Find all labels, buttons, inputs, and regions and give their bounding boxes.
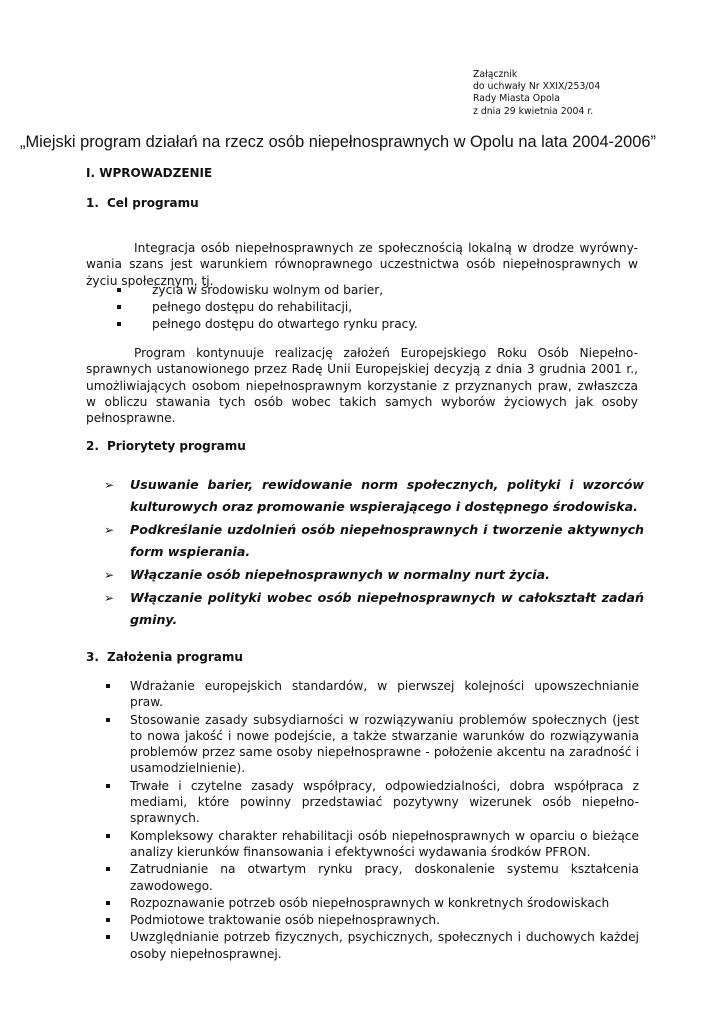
assumption-item (106, 912, 639, 928)
priority-text: Usuwanie barier, rewidowanie norm społecznych, polityki i wzorców kulturowych oraz promowanie wspierającego i dostępnego środowiska. (130, 477, 644, 514)
heading-priorities (86, 439, 246, 453)
annex-note (473, 69, 600, 118)
list-item (117, 316, 418, 333)
assumption-item (106, 861, 639, 894)
square-bullet-icon (106, 867, 110, 871)
annex-line: Załącznik (473, 69, 518, 80)
heading-goal (86, 196, 199, 210)
priority-text: Włączanie polityki wobec osób niepełnosprawnych w całokształt zadań gminy. (130, 590, 644, 627)
square-bullet-icon (106, 935, 110, 939)
list-item (117, 299, 418, 316)
assumption-text: Rozpoznawanie potrzeb osób niepełnosprawnych w konkretnych środowiskach (130, 895, 610, 910)
arrow-bullet-icon: ➢ (104, 523, 115, 537)
goal-paragraph-text: Program kontynuuje realizację założeń Europejskiego Roku Osób Niepełno-sprawnych ustanowionego przez Radę Unii Europejskiej decyzją z dnia 3 grudnia 2001 r., umożliwiających osobom niepełnosprawnym korzystanie z przyznanych praw, zwłaszcza w obliczu stawania tych osób wobec takich samych wyborów życiowych jak osoby pełnosprawne. (86, 346, 638, 426)
annex-line: z dnia 29 kwietnia 2004 r. (473, 105, 594, 117)
list-item-text: życia w środowisku wolnym od barier, (152, 283, 384, 297)
heading-assumptions (86, 650, 243, 664)
priority-item (104, 474, 644, 518)
priority-item (104, 587, 644, 631)
assumption-text: Wdrażanie europejskich standardów, w pierwszej kolejności upowszechnianie praw. (130, 679, 639, 710)
goal-bullet-list (117, 282, 418, 332)
arrow-bullet-icon: ➢ (104, 568, 115, 582)
list-item (117, 282, 418, 299)
assumption-item (106, 678, 639, 711)
square-bullet-icon (117, 305, 121, 309)
document-title: „Miejski program działań na rzecz osób niepełnosprawnych w Opolu na lata 2004-2006” (20, 133, 656, 151)
heading-number: 2. (86, 439, 99, 453)
square-bullet-icon (106, 684, 110, 688)
assumption-text: Zatrudnianie na otwartym rynku pracy, doskonalenie systemu kształcenia zawodowego. (130, 862, 639, 893)
section-heading-introduction: I. WPROWADZENIE (86, 166, 213, 180)
square-bullet-icon (106, 718, 110, 722)
annex-line: do uchwały Nr XXIX/253/04 (473, 81, 601, 93)
priority-item (104, 564, 644, 586)
assumption-text: Kompleksowy charakter rehabilitacji osób niepełnosprawnych w oparciu o bieżące analizy kierunków finansowania i efektywności wydawania środków PFRON. (130, 828, 639, 859)
assumption-text: Stosowanie zasady subsydiarności w rozwiązywaniu problemów społecznych (jest to nowa jakość i nowe podejście, a także stwarzanie warunków do rozwiązywania problemów przez same osoby niepełnosprawne - położenie akcentu na zaradność i usamodzielnienie). (130, 712, 639, 776)
priority-item (104, 519, 644, 563)
assumption-item (106, 712, 639, 777)
assumption-text: Podmiotowe traktowanie osób niepełnosprawnych. (130, 913, 440, 928)
square-bullet-icon (106, 834, 110, 838)
list-item-text: pełnego dostępu do rehabilitacji, (152, 299, 353, 314)
square-bullet-icon (117, 322, 121, 326)
heading-text: Założenia programu (107, 650, 243, 664)
square-bullet-icon (106, 784, 110, 788)
arrow-bullet-icon: ➢ (104, 478, 115, 492)
square-bullet-icon (106, 918, 110, 922)
assumption-item (106, 929, 639, 962)
square-bullet-icon (117, 288, 121, 292)
assumption-item (106, 828, 639, 861)
assumption-item (106, 895, 639, 911)
priority-text: Włączanie osób niepełnosprawnych w normalny nurt życia. (130, 567, 550, 582)
assumption-item (106, 778, 639, 827)
goal-intro-text: Integracja osób niepełnosprawnych ze społecznością lokalną w drodze wyrówny-wania szans jest warunkiem równoprawnego uczestnictwa osób niepełnosprawnych w życiu społecznym, tj. (86, 241, 638, 288)
arrow-bullet-icon: ➢ (104, 591, 115, 605)
assumption-text: Trwałe i czytelne zasady współpracy, odpowiedzialności, dobra współpraca z mediami, które powinny przedstawiać pozytywny wizerunek osób niepełno-sprawnych. (130, 778, 639, 826)
assumption-text: Uwzględnianie potrzeb fizycznych, psychicznych, społecznych i duchowych każdej osoby niepełnosprawnej. (130, 930, 639, 961)
assumptions-list (106, 678, 639, 963)
heading-number: 3. (86, 650, 99, 664)
goal-paragraph (86, 345, 638, 426)
priorities-list (104, 474, 644, 632)
square-bullet-icon (106, 901, 110, 905)
list-item-text: pełnego dostępu do otwartego rynku pracy. (152, 316, 418, 331)
heading-text: Cel programu (107, 196, 199, 210)
annex-line: Rady Miasta Opola (473, 93, 560, 105)
heading-number: 1. (86, 196, 99, 210)
heading-text: Priorytety programu (107, 439, 246, 453)
priority-text: Podkreślanie uzdolnień osób niepełnosprawnych i tworzenie aktywnych form wspierania. (130, 522, 644, 559)
